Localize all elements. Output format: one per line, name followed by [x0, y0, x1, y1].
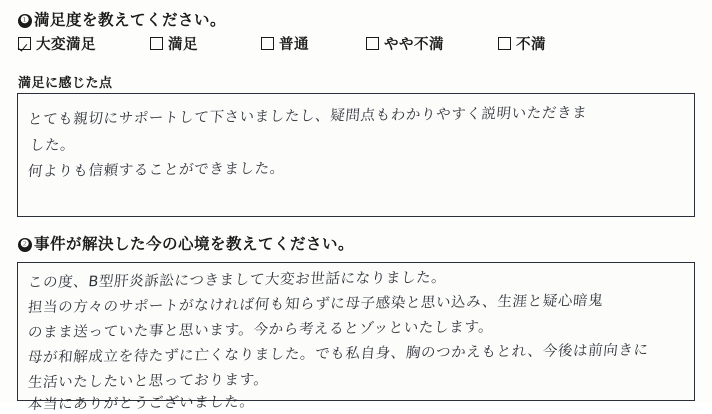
handwriting-line: のまま送っていた事と思います。今から考えるとゾッといたします。 [27, 319, 495, 341]
question1-heading [18, 8, 226, 30]
choice-label: 満足 [168, 37, 198, 53]
handwriting-line: 生活いたしたいと思っております。 [27, 372, 270, 391]
satisfaction-reason-label: 満足に感じた点 [18, 75, 113, 90]
question2-heading [18, 232, 354, 254]
checkbox-icon[interactable] [261, 37, 274, 50]
choice-very-satisfied[interactable] [18, 33, 96, 54]
checkbox-icon[interactable] [150, 37, 163, 50]
question1-number-icon: ❶ [18, 14, 32, 28]
choice-label: 普通 [279, 37, 309, 53]
choice-satisfied[interactable] [150, 33, 198, 54]
choice-label: 不満 [516, 37, 546, 53]
checkbox-checked-icon[interactable] [18, 37, 31, 50]
choice-label: やや不満 [384, 37, 444, 53]
handwriting-line: とても親切にサポートして下さいましたし、疑問点もわかりやすく説明いただきま [27, 105, 588, 128]
question2-number-icon: ❷ [18, 238, 32, 252]
handwriting-line: この度、B型肝炎訴訟につきまして大変お世話になりました。 [27, 269, 448, 291]
checkbox-icon[interactable] [498, 37, 511, 50]
question1-answer-box[interactable] [17, 93, 695, 217]
choice-dissatisfied[interactable] [498, 33, 546, 54]
checkbox-icon[interactable] [366, 37, 379, 50]
question1-text: 満足度を教えてください。 [34, 12, 227, 29]
choice-neutral[interactable] [261, 33, 309, 54]
handwriting-line: 母が和解成立を待たずに亡くなりました。でも私自身、胸のつかえもとれ、今後は前向きに [27, 342, 650, 366]
handwriting-line: 担当の方々のサポートがなければ何も知らずに母子感染と思い込み、生涯と疑心暗鬼 [27, 292, 604, 316]
choice-label: 大変満足 [36, 37, 96, 53]
question2-text: 事件が解決した今の心境を教えてください。 [34, 236, 355, 253]
handwriting-line: した。 [29, 137, 76, 154]
choice-somewhat-dissatisfied[interactable] [366, 33, 444, 54]
question2-answer-box[interactable] [17, 262, 695, 413]
handwriting-line: 本当にありがとうございました。 [27, 394, 256, 413]
handwriting-line: 何よりも信頼することができました。 [27, 160, 286, 180]
satisfaction-choice-group [18, 33, 694, 55]
